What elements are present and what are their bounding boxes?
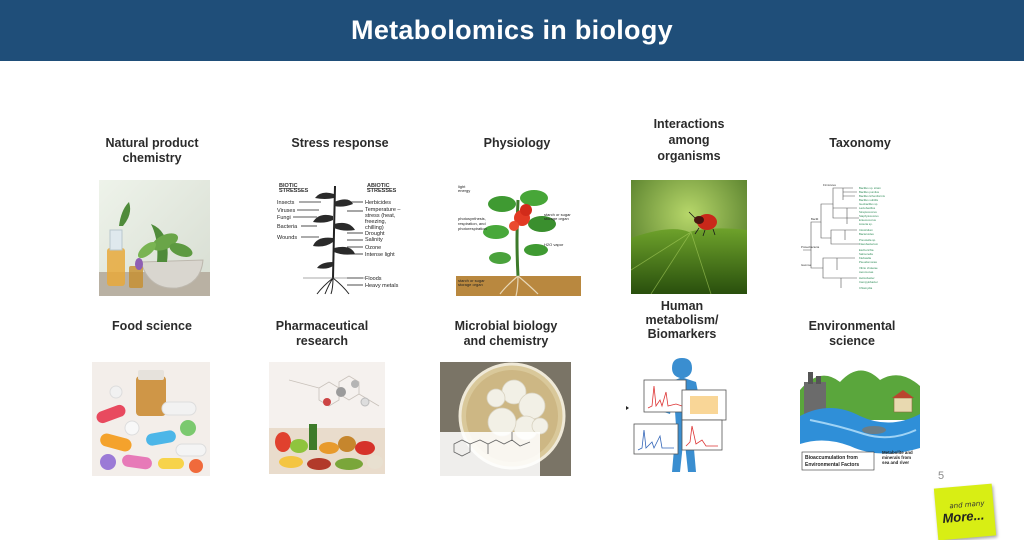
- svg-text:Prevotella sp.: Prevotella sp.: [859, 238, 876, 242]
- svg-text:energy: energy: [458, 188, 471, 193]
- petri-dish-photo: [440, 362, 571, 476]
- svg-text:Aeromonas: Aeromonas: [859, 270, 874, 274]
- svg-text:Wounds: Wounds: [277, 235, 298, 241]
- svg-text:Floods: Floods: [365, 276, 382, 282]
- svg-text:Intense light: Intense light: [365, 252, 395, 258]
- human-spectra-diagram: [626, 356, 746, 484]
- natural-product-photo: [99, 180, 210, 296]
- svg-text:storage organ: storage organ: [458, 282, 483, 287]
- more-note-small: and many: [949, 499, 985, 511]
- svg-text:Bacillus sp. strain: Bacillus sp. strain: [859, 186, 881, 190]
- food-molecule-collage: [269, 362, 385, 474]
- svg-text:Vibrio cholerae: Vibrio cholerae: [859, 266, 878, 270]
- svg-text:Heavy metals: Heavy metals: [365, 283, 399, 289]
- svg-text:BIOTIC: BIOTIC: [279, 183, 298, 189]
- svg-text:Bacteria: Bacteria: [277, 224, 298, 230]
- label-environmental-science: Environmental science: [808, 319, 896, 348]
- label-taxonomy: Taxonomy: [829, 136, 891, 150]
- svg-text:storage organ: storage organ: [544, 216, 569, 221]
- svg-text:Firmicutes: Firmicutes: [823, 183, 836, 187]
- svg-text:Chlamydia: Chlamydia: [859, 286, 873, 290]
- svg-text:photosynthesis,: photosynthesis,: [458, 216, 486, 221]
- label-natural-product-chemistry: Natural product chemistry: [105, 136, 199, 165]
- svg-text:Herbicides: Herbicides: [365, 200, 391, 206]
- svg-text:H2O vapor: H2O vapor: [544, 242, 564, 247]
- svg-text:Flavobacterium: Flavobacterium: [859, 242, 879, 246]
- svg-text:Temperature –: Temperature –: [365, 207, 401, 213]
- svg-text:Salmonella: Salmonella: [859, 252, 873, 256]
- svg-text:freezing,: freezing,: [365, 219, 387, 225]
- svg-text:stress (heat,: stress (heat,: [365, 213, 396, 219]
- svg-text:sea and river: sea and river: [882, 460, 910, 465]
- svg-text:STRESSES: STRESSES: [279, 188, 309, 194]
- label-human-metabolism: Human metabolism/ Biomarkers: [645, 299, 719, 341]
- svg-text:minerals from: minerals from: [882, 455, 912, 460]
- stress-response-diagram: [273, 178, 411, 296]
- phylogenetic-tree: [797, 178, 921, 294]
- more-sticky-note: [934, 484, 996, 540]
- svg-text:Enterococcus: Enterococcus: [859, 218, 876, 222]
- svg-text:photorespiration: photorespiration: [458, 226, 487, 231]
- svg-text:Salinity: Salinity: [365, 237, 383, 243]
- svg-text:starch or sugar: starch or sugar: [458, 278, 485, 283]
- svg-text:Bacilli: Bacilli: [811, 217, 819, 221]
- svg-text:Proteobacteria: Proteobacteria: [801, 245, 820, 249]
- svg-text:Listeria sp.: Listeria sp.: [859, 222, 873, 226]
- svg-text:Ozone: Ozone: [365, 245, 382, 251]
- svg-text:Insects: Insects: [277, 200, 295, 206]
- label-interactions-among-organisms: Interactions among organisms: [653, 117, 725, 163]
- svg-text:Lactobacillus: Lactobacillus: [859, 206, 876, 210]
- label-microbial-biology: Microbial biology and chemistry: [454, 319, 558, 348]
- svg-text:Helicobacter: Helicobacter: [859, 276, 875, 280]
- pills-photo: [92, 362, 210, 476]
- svg-text:Pseudomonas: Pseudomonas: [859, 260, 877, 264]
- svg-text:ABIOTIC: ABIOTIC: [367, 183, 390, 189]
- svg-text:Escherichia: Escherichia: [859, 248, 874, 252]
- svg-text:Streptococcus: Streptococcus: [859, 210, 877, 214]
- title-bar: [0, 0, 1024, 61]
- label-pharmaceutical-research: Pharmaceutical research: [275, 319, 369, 348]
- more-note-big: More...: [941, 507, 985, 526]
- svg-text:STRESSES: STRESSES: [367, 188, 397, 194]
- physiology-diagram: [456, 180, 581, 296]
- label-stress-response: Stress response: [291, 136, 389, 150]
- svg-text:Klebsiella: Klebsiella: [859, 256, 871, 260]
- env-caption-left-line2: Environmental Factors: [805, 462, 860, 468]
- svg-text:Staphylococcus: Staphylococcus: [859, 214, 879, 218]
- svg-text:respiration, and: respiration, and: [458, 221, 486, 226]
- beetle-on-leaf-photo: [631, 180, 747, 294]
- svg-text:light: light: [458, 184, 466, 189]
- page-number: 5: [938, 470, 945, 482]
- label-food-science: Food science: [112, 319, 192, 333]
- svg-text:starch or sugar: starch or sugar: [544, 212, 571, 217]
- slide-title: Metabolomics in biology: [351, 15, 673, 45]
- env-caption-left-line1: Bioaccumulation from: [805, 455, 858, 461]
- svg-text:Clostridium: Clostridium: [859, 228, 873, 232]
- svg-text:Viruses: Viruses: [277, 208, 296, 214]
- svg-text:chilling): chilling): [365, 225, 384, 231]
- svg-text:Bacillus pumilus: Bacillus pumilus: [859, 190, 880, 194]
- svg-text:Bacteroides: Bacteroides: [859, 232, 874, 236]
- svg-text:Bacillus subtilis: Bacillus subtilis: [859, 198, 878, 202]
- label-physiology: Physiology: [483, 136, 551, 150]
- environment-illustration: [800, 360, 920, 474]
- svg-text:Bacillus licheniformis: Bacillus licheniformis: [859, 194, 885, 198]
- svg-text:Drought: Drought: [365, 231, 385, 237]
- svg-text:Geobacillus sp.: Geobacillus sp.: [859, 202, 879, 206]
- svg-text:Gamma: Gamma: [801, 263, 811, 267]
- svg-text:Campylobacter: Campylobacter: [859, 280, 878, 284]
- svg-text:Metabolite and: Metabolite and: [882, 450, 913, 455]
- svg-text:Fungi: Fungi: [277, 215, 291, 221]
